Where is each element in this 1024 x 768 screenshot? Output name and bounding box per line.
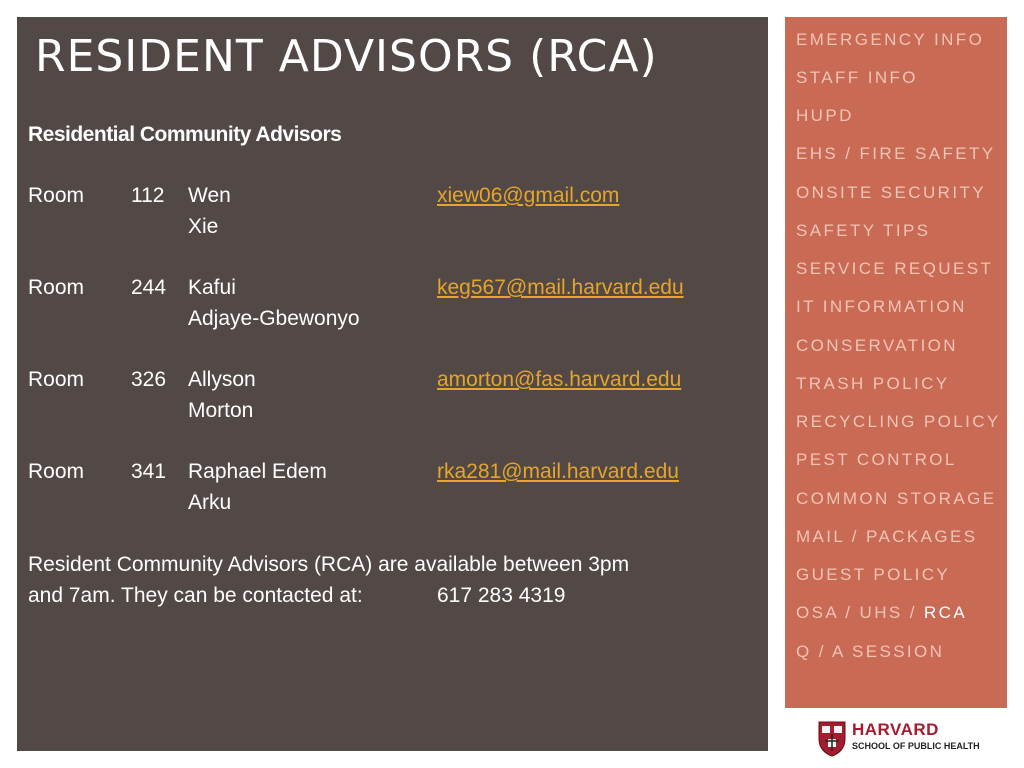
nav-item-service-request[interactable]: SERVICE REQUEST <box>796 259 994 278</box>
advisor-email-link[interactable]: rka281@mail.harvard.edu <box>437 460 679 483</box>
room-label: Room <box>28 368 85 391</box>
contact-phone: 617 283 4319 <box>437 584 566 607</box>
advisor-entry <box>28 184 748 250</box>
nav-item-qa-session[interactable]: Q / A SESSION <box>796 642 945 661</box>
nav-item-emergency-info[interactable]: EMERGENCY INFO <box>796 30 985 49</box>
nav-item-onsite-security[interactable]: ONSITE SECURITY <box>796 183 986 202</box>
nav-item-trash-policy[interactable]: TRASH POLICY <box>796 374 950 393</box>
advisor-first-name: Raphael Edem <box>188 460 327 483</box>
nav-item-staff-info[interactable]: STAFF INFO <box>796 68 918 87</box>
room-number: 112 <box>131 184 165 207</box>
harvard-shield-icon <box>818 721 846 757</box>
logo-wordmark: HARVARD <box>852 720 939 739</box>
harvard-logo <box>818 720 998 760</box>
advisor-last-name: Arku <box>188 491 232 514</box>
nav-item-hupd[interactable]: HUPD <box>796 106 854 125</box>
advisor-last-name: Morton <box>188 399 254 422</box>
room-label: Room <box>28 460 85 483</box>
nav-item-osa-uhs-label: OSA / UHS / <box>796 603 924 622</box>
room-label: Room <box>28 184 85 207</box>
advisor-entry <box>28 368 748 434</box>
nav-item-guest-policy[interactable]: GUEST POLICY <box>796 565 951 584</box>
nav-item-mail-packages[interactable]: MAIL / PACKAGES <box>796 527 978 546</box>
room-number: 244 <box>131 276 167 299</box>
main-panel <box>17 17 768 751</box>
sidebar-nav <box>785 17 1007 708</box>
advisor-first-name: Kafui <box>188 276 236 299</box>
advisor-email-link[interactable]: keg567@mail.harvard.edu <box>437 276 684 299</box>
section-subtitle: Residential Community Advisors <box>28 123 342 146</box>
nav-item-ehs-fire-safety[interactable]: EHS / FIRE SAFETY <box>796 144 996 163</box>
advisor-first-name: Wen <box>188 184 231 207</box>
room-label: Room <box>28 276 85 299</box>
advisor-first-name: Allyson <box>188 368 256 391</box>
nav-item-pest-control[interactable]: PEST CONTROL <box>796 450 957 469</box>
nav-item-conservation[interactable]: CONSERVATION <box>796 336 958 355</box>
advisor-entry <box>28 460 748 526</box>
contact-text: and 7am. They can be contacted at: <box>28 584 363 607</box>
nav-item-common-storage[interactable]: COMMON STORAGE <box>796 489 997 508</box>
advisor-entry <box>28 276 748 342</box>
nav-item-it-information[interactable]: IT INFORMATION <box>796 297 967 316</box>
nav-item-rca-active: RCA <box>924 603 968 622</box>
nav-item-recycling-policy[interactable]: RECYCLING POLICY <box>796 412 1001 431</box>
page-title: RESIDENT ADVISORS (RCA) <box>35 31 658 82</box>
logo-subtitle: SCHOOL OF PUBLIC HEALTH <box>852 741 980 751</box>
advisor-last-name: Xie <box>188 215 219 238</box>
advisor-last-name: Adjaye-Gbewonyo <box>188 307 360 330</box>
room-number: 341 <box>131 460 167 483</box>
availability-text: Resident Community Advisors (RCA) are available between 3pm <box>28 553 630 576</box>
advisor-email-link[interactable]: amorton@fas.harvard.edu <box>437 368 682 391</box>
room-number: 326 <box>131 368 167 391</box>
advisor-email-link[interactable]: xiew06@gmail.com <box>437 184 620 207</box>
nav-item-osa-uhs-rca[interactable] <box>796 603 967 629</box>
nav-item-safety-tips[interactable]: SAFETY TIPS <box>796 221 931 240</box>
